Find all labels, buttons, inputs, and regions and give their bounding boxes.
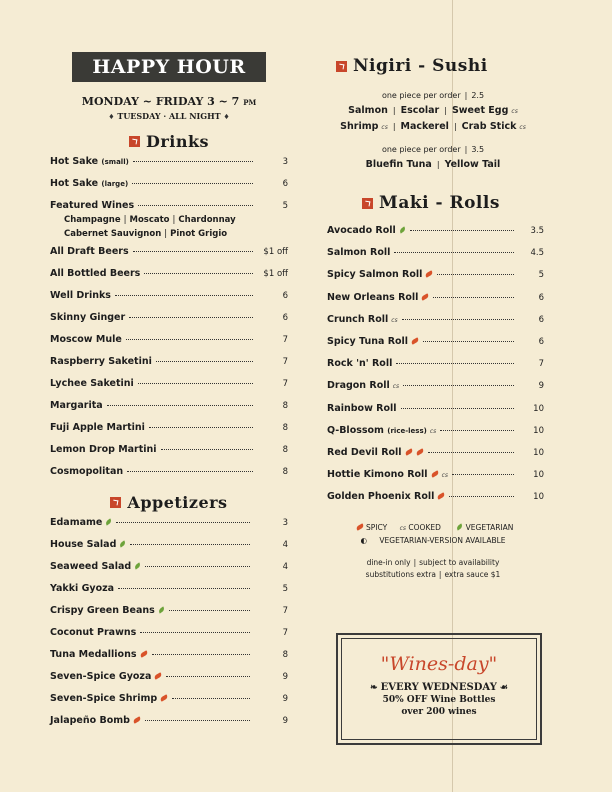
nigiri-line-2: Shrimp cs | Mackerel | Crab Stick cs: [340, 121, 526, 132]
menu-item: [50, 461, 288, 483]
cooked-icon: cs: [441, 472, 448, 480]
item-price: 10: [533, 447, 544, 458]
veg-version-icon: ◐: [360, 536, 368, 546]
leader-dots: [152, 654, 250, 655]
maki-title: Maki - Rolls: [379, 193, 500, 213]
nigiri-item: Shrimp cs: [340, 121, 388, 132]
drinks-list: [50, 151, 288, 483]
item-price: 5: [282, 584, 288, 594]
item-name: Q-Blossom (rice-less) cs: [327, 420, 436, 443]
menu-item: [50, 644, 288, 666]
cooked-icon: cs: [519, 124, 526, 131]
item-price: 4: [282, 540, 288, 550]
item-name: Seven-Spice Gyoza: [50, 666, 162, 688]
featured-wines-line-1: Champagne | Moscato | Chardonnay: [64, 215, 236, 225]
nigiri-group-2-label: one piece per order | 3.5: [381, 145, 485, 154]
item-price: 3.5: [530, 226, 544, 236]
happy-hour-tuesday: [50, 111, 288, 121]
leaf-icon: [157, 606, 165, 613]
leader-dots: [437, 274, 514, 275]
wines-day-line-1: ❧ EVERY WEDNESDAY ☙: [370, 682, 508, 693]
item-price: 10: [533, 403, 544, 414]
item-price: 8: [282, 401, 288, 411]
leader-dots: [169, 610, 250, 611]
pepper-icon: [139, 650, 148, 657]
item-price: 9: [538, 381, 544, 392]
item-price: 7: [282, 335, 288, 345]
menu-item: [50, 285, 288, 307]
item-price: 9: [282, 694, 288, 704]
menu-item: [327, 375, 544, 397]
wines-day-box: [336, 633, 542, 745]
ornament-icon: ❧: [370, 683, 378, 693]
item-price: 3: [282, 157, 288, 167]
menu-item: [327, 398, 544, 420]
section-bullet-icon: [336, 61, 347, 72]
item-name: New Orleans Roll: [327, 287, 429, 309]
item-price: 3: [282, 518, 288, 528]
wines-day-line-2: 50% OFF Wine Bottles: [382, 695, 496, 705]
nigiri-item: Sweet Egg cs: [451, 105, 518, 116]
menu-item: [327, 309, 544, 331]
happy-hour-days-text: MONDAY ~ FRIDAY 3 ~ 7: [81, 95, 240, 108]
item-name: Avocado Roll: [327, 220, 406, 242]
cooked-icon: cs: [391, 316, 398, 324]
ornament-icon: ☙: [499, 683, 508, 693]
wines-day-title: "Wines-day": [380, 653, 498, 675]
menu-item: [50, 439, 288, 461]
wines-day-inner: [341, 638, 537, 740]
item-price: 4: [282, 562, 288, 572]
legend: [322, 522, 544, 547]
appetizers-heading: [50, 493, 288, 512]
pepper-icon: [132, 716, 141, 723]
item-name: Seven-Spice Shrimp: [50, 688, 168, 710]
menu-item: [50, 373, 288, 395]
item-name: Rock 'n' Roll: [327, 358, 393, 370]
item-price: 10: [533, 425, 544, 436]
item-price: 10: [533, 492, 544, 503]
item-name: Crunch Roll cs: [327, 309, 398, 332]
item-price: $1 off: [263, 269, 288, 279]
item-name: Tuna Medallions: [50, 644, 148, 666]
leader-dots: [410, 230, 514, 231]
drinks-heading: [50, 132, 288, 151]
item-name: Fuji Apple Martini: [50, 422, 145, 433]
item-price: 5: [282, 201, 288, 211]
leader-dots: [449, 496, 514, 497]
menu-item: [327, 442, 544, 464]
pepper-icon: [404, 448, 413, 455]
item-name: Jalapeño Bomb: [50, 710, 141, 732]
item-name: Seaweed Salad: [50, 556, 141, 578]
item-name: Salmon Roll: [327, 247, 391, 259]
nigiri-line-1: Salmon | Escolar | Sweet Egg cs: [348, 105, 518, 116]
pepper-icon: [415, 448, 424, 455]
leaf-icon: [134, 562, 142, 569]
menu-item: [327, 464, 544, 486]
menu-item: [327, 264, 544, 286]
leader-dots: [129, 317, 253, 318]
menu-item: [50, 556, 288, 578]
right-column: [322, 56, 544, 581]
leader-dots: [161, 449, 253, 450]
leader-dots: [396, 363, 514, 364]
leader-dots: [401, 408, 514, 409]
item-name: Golden Phoenix Roll: [327, 486, 445, 508]
leader-dots: [440, 430, 514, 431]
nigiri-title: Nigiri - Sushi: [353, 56, 488, 76]
nigiri-item: Salmon: [348, 105, 388, 116]
leader-dots: [144, 273, 253, 274]
happy-hour-banner: HAPPY HOUR: [72, 52, 266, 82]
pepper-icon: [430, 470, 439, 477]
menu-item: [327, 287, 544, 309]
legend-spicy: SPICY: [353, 523, 388, 532]
item-name: Skinny Ginger: [50, 312, 126, 323]
menu-item: [50, 688, 288, 710]
happy-hour-days: [50, 95, 288, 108]
featured-wines-line-2: Cabernet Sauvignon | Pinot Grigio: [64, 229, 228, 239]
leader-dots: [132, 183, 253, 184]
item-price: 4.5: [530, 248, 544, 259]
cooked-icon: cs: [392, 383, 400, 391]
item-name: Red Devil Roll: [327, 442, 424, 464]
maki-heading: [362, 193, 544, 213]
maki-list: [322, 220, 544, 508]
item-name: Featured Wines: [50, 200, 135, 211]
item-price: 7: [282, 379, 288, 389]
item-price: 9: [282, 716, 288, 726]
item-name: Lemon Drop Martini: [50, 444, 157, 455]
menu-item: [50, 600, 288, 622]
item-name: All Draft Beers: [50, 246, 129, 257]
appetizers-list: [50, 512, 288, 732]
item-name: House Salad: [50, 534, 126, 556]
menu-item: [50, 263, 288, 285]
item-name: Yakki Gyoza: [50, 583, 115, 594]
legend-cooked: cs COOKED: [399, 523, 441, 533]
leader-dots: [127, 471, 253, 472]
leader-dots: [115, 295, 253, 296]
diamond-icon: ♦: [108, 112, 115, 121]
nigiri-item: Escolar: [400, 105, 440, 116]
pepper-icon: [160, 694, 169, 701]
pepper-icon: [154, 672, 163, 679]
menu-item: [50, 534, 288, 556]
item-name: Edamame: [50, 512, 112, 534]
item-name: Hot Sake (large): [50, 178, 129, 189]
leader-dots: [172, 698, 250, 699]
leader-dots: [145, 566, 250, 567]
nigiri-item: Crab Stick cs: [461, 121, 526, 132]
item-name: Hot Sake (small): [50, 156, 129, 167]
item-price: 7: [282, 606, 288, 616]
menu-item: [327, 486, 544, 508]
section-bullet-icon: [362, 198, 373, 209]
pepper-icon: [411, 337, 420, 344]
item-price: 8: [282, 445, 288, 455]
nigiri-heading: [336, 56, 544, 76]
pepper-icon: [421, 293, 430, 300]
leaf-icon: [398, 226, 406, 233]
menu-item: [50, 351, 288, 373]
legend-veg-version: ◐ VEGETARIAN-VERSION AVAILABLE: [360, 536, 506, 546]
menu-item: [327, 242, 544, 264]
leader-dots: [452, 474, 514, 475]
item-name: Cosmopolitan: [50, 466, 124, 477]
drinks-title: Drinks: [145, 132, 210, 151]
menu-item: [50, 512, 288, 534]
item-price: 6: [538, 336, 544, 347]
item-price: 5: [538, 270, 544, 281]
cooked-icon: cs: [511, 108, 518, 115]
leaf-icon: [119, 540, 127, 547]
menu-item: [50, 710, 288, 732]
menu-item: [327, 353, 544, 375]
pepper-icon: [437, 493, 446, 500]
leader-dots: [433, 297, 514, 298]
item-name: All Bottled Beers: [50, 268, 141, 279]
leader-dots: [138, 205, 253, 206]
leader-dots: [138, 383, 253, 384]
menu-item: [50, 417, 288, 439]
happy-hour-pm: PM: [243, 98, 257, 107]
leader-dots: [133, 161, 253, 162]
tuesday-text: TUESDAY · ALL NIGHT: [117, 111, 221, 121]
cooked-icon: cs: [381, 124, 388, 131]
item-price: 10: [533, 470, 544, 481]
pepper-icon: [425, 271, 434, 278]
diamond-icon: ♦: [223, 112, 230, 121]
leader-dots: [118, 588, 250, 589]
leader-dots: [428, 452, 514, 453]
nigiri-item: Bluefin Tuna: [365, 159, 432, 170]
nigiri-item: Yellow Tail: [444, 159, 501, 170]
item-name: Spicy Tuna Roll: [327, 331, 419, 353]
leader-dots: [166, 676, 250, 677]
appetizers-title: Appetizers: [127, 493, 228, 512]
item-price: $1 off: [263, 247, 288, 257]
legend-vegetarian: VEGETARIAN: [453, 523, 513, 532]
item-price: 6: [538, 292, 544, 303]
menu-item: [50, 151, 288, 173]
leaf-icon: [456, 524, 464, 531]
item-name: Crispy Green Beans: [50, 600, 165, 622]
menu-item: [50, 241, 288, 263]
menu-item: [50, 173, 288, 195]
wines-day-line-3: over 200 wines: [401, 707, 477, 717]
item-price: 7: [538, 359, 544, 370]
item-name: Hottie Kimono Roll cs: [327, 464, 448, 487]
menu-item: [327, 420, 544, 442]
item-name: Well Drinks: [50, 290, 111, 301]
leader-dots: [423, 341, 514, 342]
cooked-icon: cs: [399, 525, 407, 533]
item-name: Raspberry Saketini: [50, 356, 152, 367]
menu-item: [50, 622, 288, 644]
menu-item: [50, 578, 288, 600]
item-price: 8: [282, 467, 288, 477]
leader-dots: [403, 385, 514, 386]
item-name: Rainbow Roll: [327, 402, 397, 414]
item-name: Spicy Salmon Roll: [327, 264, 433, 286]
item-price: 8: [282, 650, 288, 660]
menu-item: [327, 220, 544, 242]
leader-dots: [130, 544, 250, 545]
notes: dine-in only | subject to availability substitutions extra | extra sauce $1: [365, 558, 501, 580]
leaf-icon: [105, 518, 113, 525]
leader-dots: [149, 427, 253, 428]
item-name: Moscow Mule: [50, 334, 122, 345]
item-name: Dragon Roll cs: [327, 375, 399, 398]
leader-dots: [126, 339, 253, 340]
item-price: 9: [282, 672, 288, 682]
leader-dots: [133, 251, 253, 252]
leader-dots: [394, 252, 514, 253]
menu-item: [50, 307, 288, 329]
item-name: Lychee Saketini: [50, 378, 134, 389]
item-price: 6: [282, 313, 288, 323]
section-bullet-icon: [110, 497, 121, 508]
pepper-icon: [355, 524, 364, 531]
item-name: Coconut Prawns: [50, 627, 137, 638]
nigiri-item: Mackerel: [400, 121, 449, 132]
item-name: Margarita: [50, 400, 103, 411]
menu-item: [50, 395, 288, 417]
leader-dots: [140, 632, 250, 633]
cooked-icon: cs: [429, 427, 437, 435]
item-price: 7: [282, 628, 288, 638]
leader-dots: [116, 522, 250, 523]
item-price: 7: [282, 357, 288, 367]
item-price: 8: [282, 423, 288, 433]
left-column: [50, 52, 288, 732]
item-price: 6: [538, 314, 544, 325]
item-price: 6: [282, 179, 288, 189]
section-bullet-icon: [129, 136, 140, 147]
leader-dots: [156, 361, 253, 362]
menu-item: [327, 331, 544, 353]
menu-item: [50, 666, 288, 688]
leader-dots: [145, 720, 250, 721]
nigiri-group-1-label: one piece per order | 2.5: [381, 91, 485, 100]
item-price: 6: [282, 291, 288, 301]
leader-dots: [402, 319, 514, 320]
nigiri-line-3: Bluefin Tuna | Yellow Tail: [365, 159, 501, 170]
menu-item: [50, 329, 288, 351]
leader-dots: [107, 405, 253, 406]
